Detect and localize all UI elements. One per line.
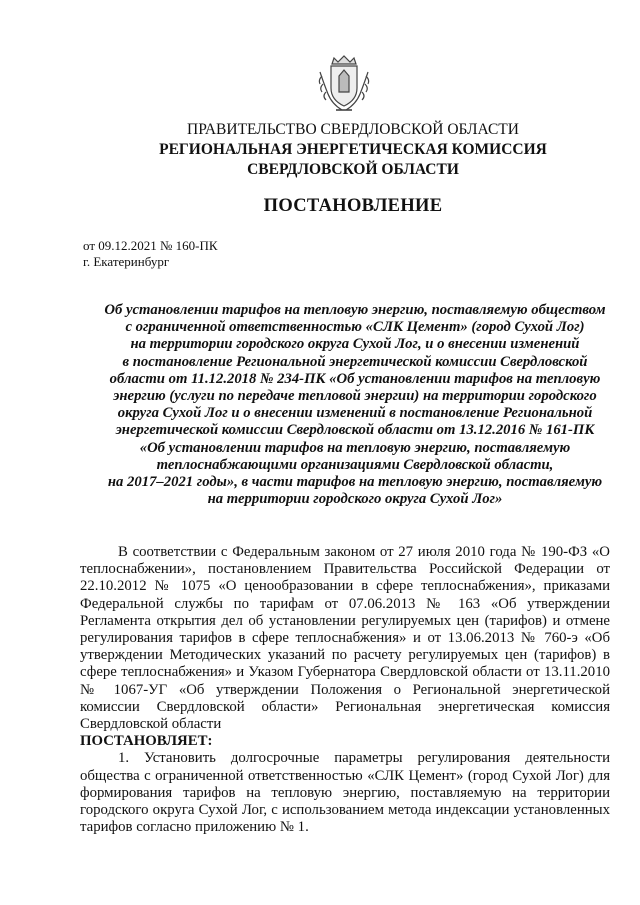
subject-line: теплоснабжающими организациями Свердловской области,: [156, 456, 554, 473]
subject-line: «Об установлении тарифов на тепловую энергию, поставляемую: [139, 439, 571, 456]
org-line-3: СВЕРДЛОВСКОЙ ОБЛАСТИ: [247, 161, 459, 178]
subject-line: на 2017–2021 годы», в части тарифов на тепловую энергию, поставляемую: [107, 474, 603, 491]
document-title: ПОСТАНОВЛЕНИЕ: [263, 196, 443, 216]
preamble-paragraph: В соответствии с Федеральным законом от 27 июля 2010 года № 190-ФЗ «О теплоснабжении», постановлением Правительства Российской Федерации от 22.10.2012 № 1075 «О ценообразовании в сфере теплоснабжения», приказами Федеральной службы по тарифам от 07.06.2013 № 163 «Об утверждении Регламента открытия дел об установлении регулируемых цен (тарифов) и отмене регулирования тарифов в сфере теплоснабжения» и от 13.06.2013 № 760-э «Об утверждении Методических указаний по расчету регулируемых цен (тарифов) в сфере теплоснабжения» и Указом Губернатора Свердловской области от 13.11.2010 № 1067-УГ «Об утверждении Положения о Региональной энергетической комиссии Свердловской области» Региональная энергетическая комиссия Свердловской области: [80, 544, 610, 733]
document-subject: [82, 302, 628, 508]
item-1-paragraph: 1. Установить долгосрочные параметры регулирования деятельности общества с ограниченной ответственностью «СЛК Цемент» (город Сухой Лог) для формирования тарифов на тепловую энергию, поставляемую на территории городского округа Сухой Лог, с использованием метода индексации установленных тарифов согласно приложению № 1.: [80, 750, 610, 836]
subject-line: области от 11.12.2018 № 234-ПК «Об установлении тарифов на тепловую: [109, 370, 601, 387]
org-line-1: ПРАВИТЕЛЬСТВО СВЕРДЛОВСКОЙ ОБЛАСТИ: [187, 121, 519, 138]
subject-line: округа Сухой Лог и о внесении изменений в постановление Региональной: [117, 405, 593, 422]
org-line-2: РЕГИОНАЛЬНАЯ ЭНЕРГЕТИЧЕСКАЯ КОМИССИЯ: [159, 141, 547, 158]
subject-line: энергию (услуги по передаче тепловой энергии) на территории городского: [113, 388, 597, 405]
subject-line: на территории городского округа Сухой Лог, и о внесении изменений: [130, 336, 580, 353]
issuing-authority: [0, 120, 640, 180]
document-meta: [83, 238, 218, 270]
subject-line: в постановление Региональной энергетической комиссии Свердловской: [122, 353, 588, 370]
decree-word: ПОСТАНОВЛЯЕТ:: [80, 733, 213, 750]
document-body: [80, 544, 610, 836]
city: г. Екатеринбург: [83, 254, 170, 269]
subject-line: с ограниченной ответственностью «СЛК Цемент» (город Сухой Лог): [125, 319, 585, 336]
subject-line: энергетической комиссии Свердловской области от 13.12.2016 № 161-ПК: [115, 422, 595, 439]
subject-line: на территории городского округа Сухой Лог»: [207, 491, 503, 508]
coat-of-arms-icon: [314, 54, 374, 114]
subject-line: Об установлении тарифов на тепловую энергию, поставляемую обществом: [104, 302, 606, 318]
date-number: от 09.12.2021 № 160-ПК: [83, 238, 218, 253]
